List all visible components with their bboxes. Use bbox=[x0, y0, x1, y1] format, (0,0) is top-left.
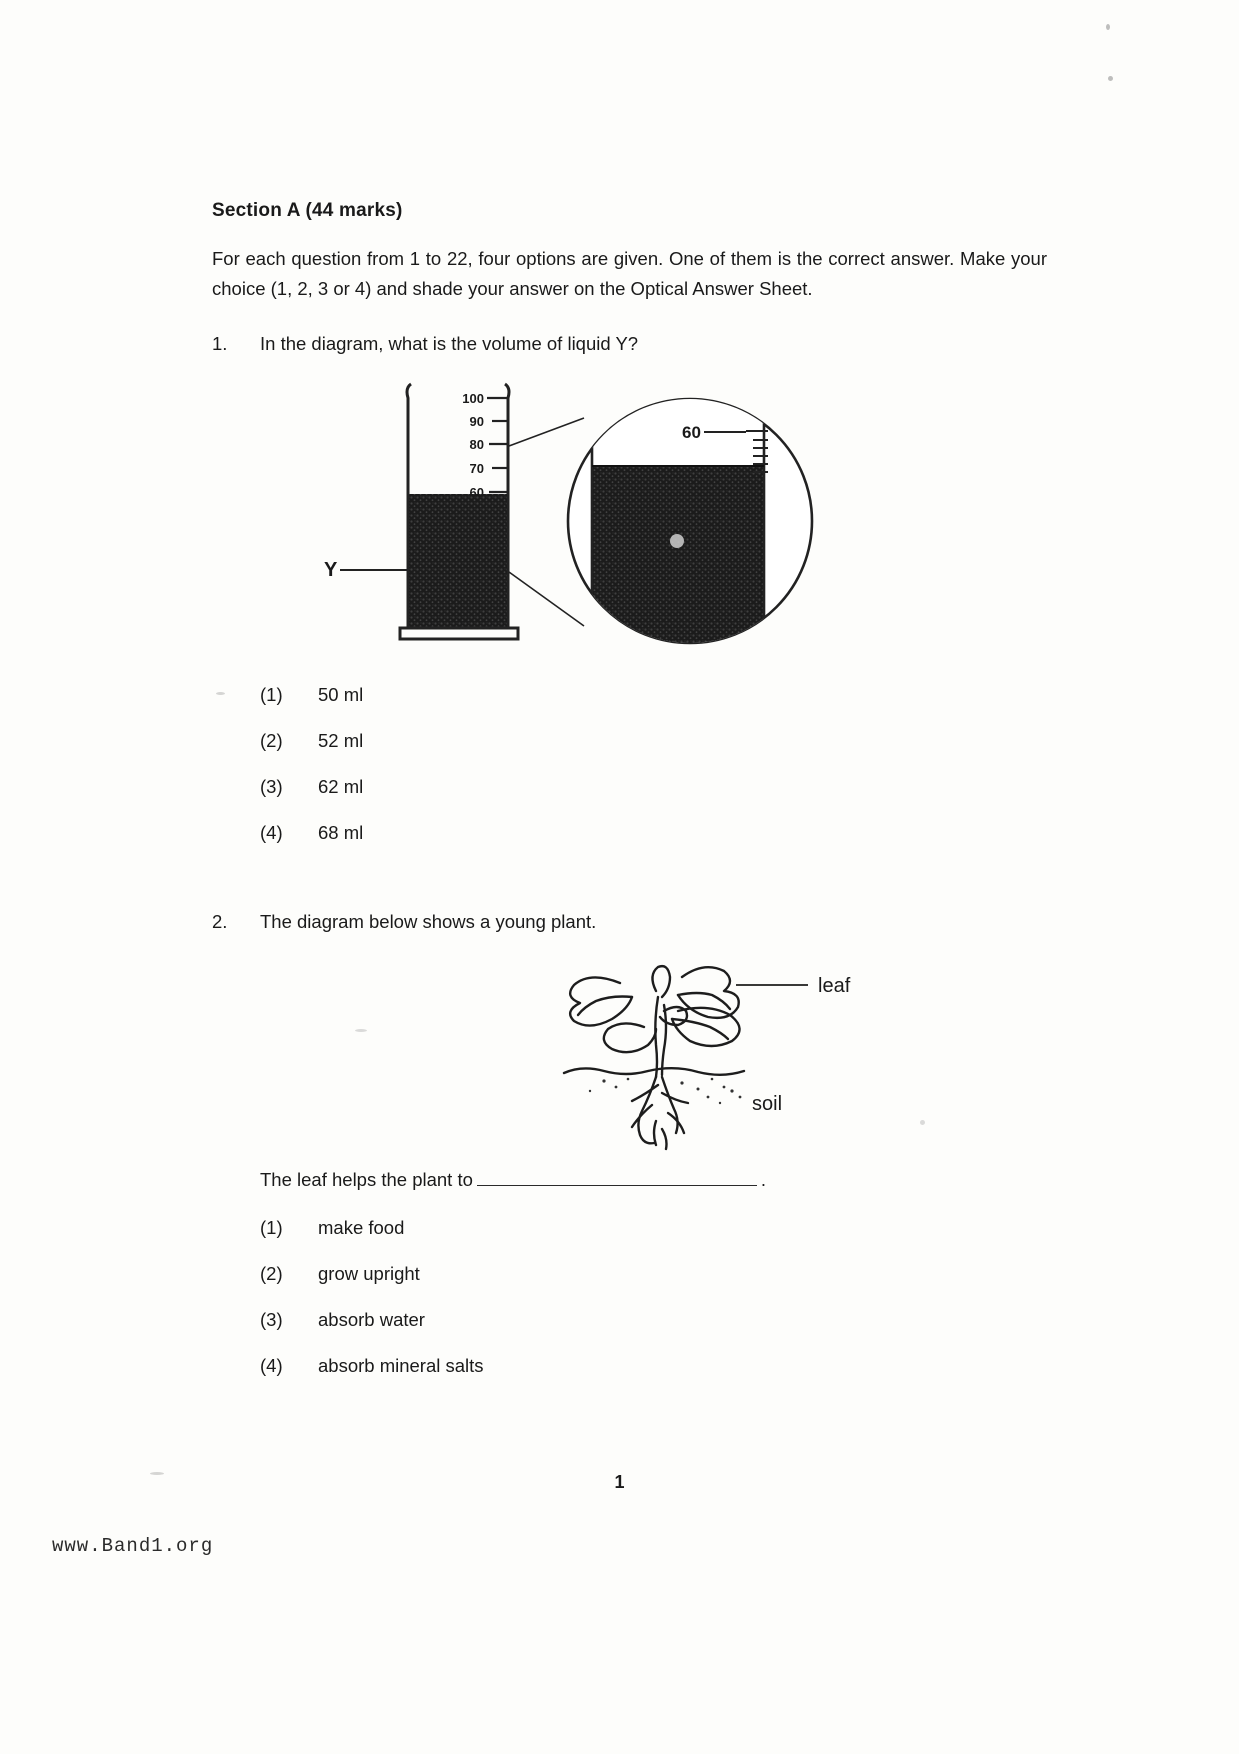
measuring-cylinder-diagram bbox=[212, 376, 1062, 666]
option-key: (1) bbox=[260, 683, 283, 705]
option-key: (3) bbox=[260, 775, 283, 797]
option-value: absorb mineral salts bbox=[318, 1355, 484, 1377]
scan-speck bbox=[1106, 24, 1110, 30]
question-1-options bbox=[260, 684, 1062, 844]
question-2-stem bbox=[260, 1168, 1062, 1191]
option-value: make food bbox=[318, 1217, 405, 1239]
option-1-2[interactable] bbox=[260, 730, 1062, 752]
scale-label-60: 60 bbox=[469, 484, 484, 500]
question-1-text: In the diagram, what is the volume of liquid Y? bbox=[260, 332, 639, 354]
option-value: 50 ml bbox=[318, 683, 364, 705]
watermark: www.Band1.org bbox=[52, 1535, 214, 1557]
option-key: (4) bbox=[260, 821, 283, 843]
option-key: (1) bbox=[260, 1217, 283, 1239]
option-key: (2) bbox=[260, 1263, 283, 1285]
option-1-4[interactable] bbox=[260, 822, 1062, 844]
option-2-3[interactable] bbox=[260, 1309, 1062, 1331]
question-1 bbox=[212, 330, 1062, 844]
scale-label-100: 100 bbox=[462, 390, 484, 406]
scale-label-90: 90 bbox=[469, 413, 484, 429]
scale-label-70: 70 bbox=[469, 460, 484, 476]
option-value: 52 ml bbox=[318, 729, 364, 751]
page-title: Section A (44 marks) bbox=[212, 200, 403, 221]
stem-prefix: The leaf helps the plant to bbox=[260, 1169, 473, 1191]
question-1-number: 1. bbox=[212, 332, 228, 354]
page-number: 1 bbox=[614, 1472, 625, 1492]
stem-suffix: . bbox=[760, 1169, 767, 1191]
option-2-4[interactable] bbox=[260, 1355, 1062, 1377]
question-2-figure bbox=[212, 945, 1062, 1160]
option-2-2[interactable] bbox=[260, 1263, 1062, 1285]
question-2-text: The diagram below shows a young plant. bbox=[260, 910, 597, 932]
question-1-heading bbox=[212, 330, 1062, 358]
option-key: (4) bbox=[260, 1355, 283, 1377]
option-1-3[interactable] bbox=[260, 776, 1062, 798]
label-soil: soil bbox=[752, 1093, 783, 1116]
question-2-number: 2. bbox=[212, 910, 228, 932]
question-2-options bbox=[260, 1217, 1062, 1377]
option-value: grow upright bbox=[318, 1263, 420, 1285]
answer-blank bbox=[477, 1168, 757, 1186]
option-key: (3) bbox=[260, 1309, 283, 1331]
question-2 bbox=[212, 908, 1062, 1378]
instructions-paragraph: For each question from 1 to 22, four options are given. One of them is the correct answer. Make your choice (1, 2, 3 or 4) and shade your answer on the Optical Answer Sheet. bbox=[212, 248, 1047, 299]
option-2-1[interactable] bbox=[260, 1217, 1062, 1239]
option-value: absorb water bbox=[318, 1309, 425, 1331]
scan-speck bbox=[1108, 76, 1113, 81]
option-value: 62 ml bbox=[318, 775, 364, 797]
question-1-figure bbox=[212, 376, 1062, 666]
scale-label-80: 80 bbox=[469, 436, 484, 452]
option-key: (2) bbox=[260, 729, 283, 751]
young-plant-diagram bbox=[212, 945, 1062, 1160]
label-Y: Y bbox=[324, 558, 338, 581]
label-leaf: leaf bbox=[818, 975, 851, 998]
question-2-heading bbox=[212, 908, 1062, 936]
magnified-scale-label: 60 bbox=[682, 422, 701, 442]
page-content bbox=[212, 200, 1062, 1401]
option-1-1[interactable] bbox=[260, 684, 1062, 706]
option-value: 68 ml bbox=[318, 821, 364, 843]
